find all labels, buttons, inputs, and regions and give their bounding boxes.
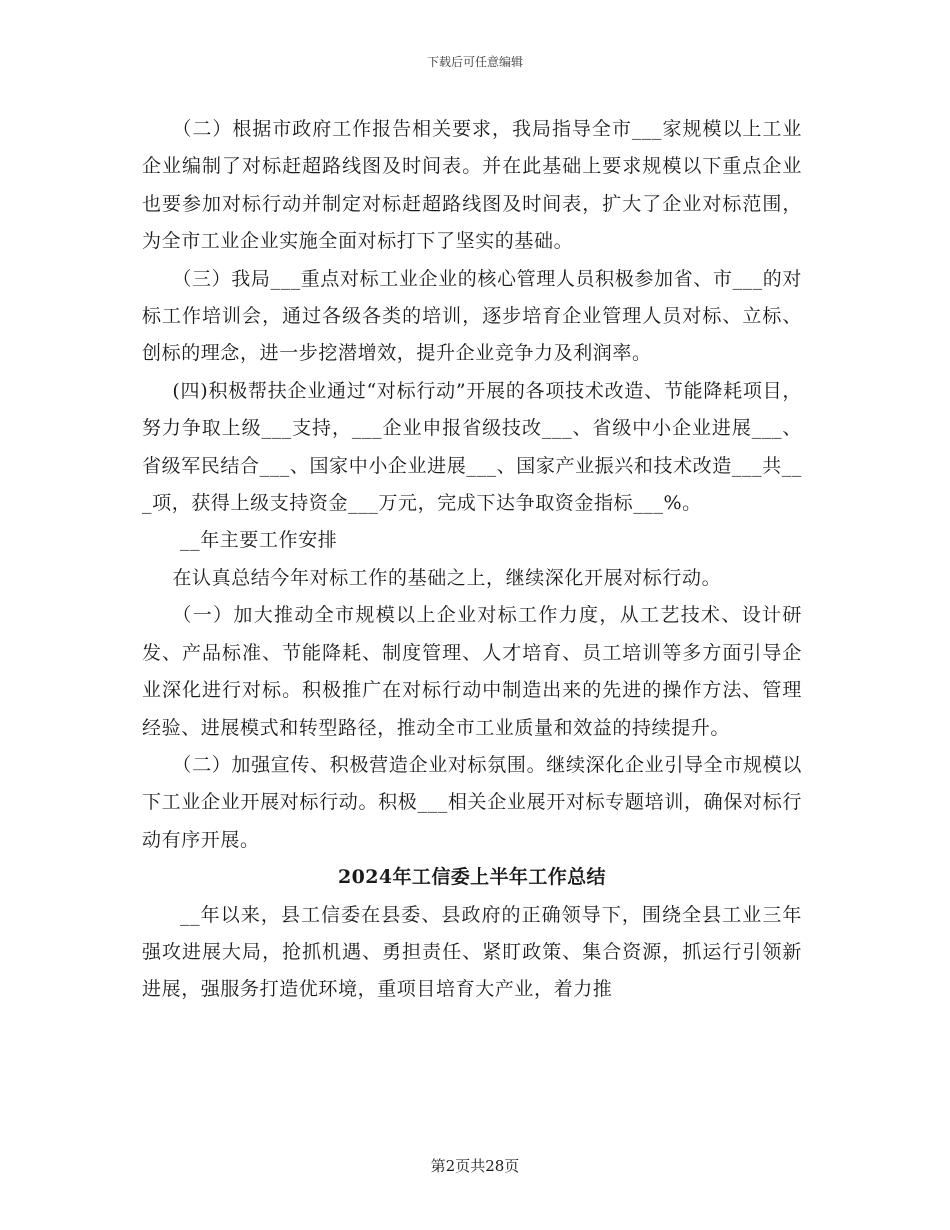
paragraph-summary-opening: __年以来，县工信委在县委、县政府的正确领导下，围绕全县工业三年强攻进展大局，抢抓机遇、勇担责任、紧盯政策、集合资源，抓运行引领新进展，强服务打造优环境，重项目培育大产业，着力推 (142, 903, 802, 1001)
section-title: 2024年工信委上半年工作总结 (338, 866, 606, 889)
paragraph-plan-item-1: （一）加大推动全市规模以上企业对标工作力度，从工艺技术、设计研发、产品标准、节能降耗、制度管理、人才培育、员工培训等多方面引导企业深化进行对标。积极推广在对标行动中制造出来的先进的操作方法、管理经验、进展模式和转型路径，推动全市工业质量和效益的持续提升。 (142, 604, 802, 739)
paragraph-work-plan-intro: 在认真总结今年对标工作的基础之上，继续深化开展对标行动。 (172, 566, 722, 589)
paragraph-section-4: (四)积极帮扶企业通过“对标行动”开展的各项技术改造、节能降耗项目，努力争取上级___支持，___企业申报省级技改___、省级中小企业进展___、省级军民结合___、国家中小企业进展___、国家产业振兴和技术改造___共___项，获得上级支持资金___万元，完成下达争取资金指标___%。 (142, 379, 802, 515)
page-number-footer: 第2页共28页 (430, 1157, 520, 1175)
paragraph-section-2: （二）根据市政府工作报告相关要求，我局指导全市___家规模以上工业企业编制了对标赶超路线图及时间表。并在此基础上要求规模以下重点企业也要参加对标行动并制定对标赶超路线图及时间表，扩大了企业对标范围，为全市工业企业实施全面对标打下了坚实的基础。 (142, 118, 802, 253)
paragraph-section-3: （三）我局___重点对标工业企业的核心管理人员积极参加省、市___的对标工作培训会，通过各级各类的培训，逐步培育企业管理人员对标、立标、创标的理念，进一步挖潜增效，提升企业竞争力及利润率。 (142, 267, 802, 365)
document-body (142, 111, 802, 1009)
paragraph-work-plan-heading: __年主要工作安排 (180, 529, 338, 552)
page-header-note: 下载后可任意编辑 (426, 55, 523, 69)
paragraph-plan-item-2: （二）加强宣传、积极营造企业对标氛围。继续深化企业引导全市规模以下工业企业开展对标行动。积极___相关企业展开对标专题培训，确保对标行动有序开展。 (142, 753, 802, 851)
